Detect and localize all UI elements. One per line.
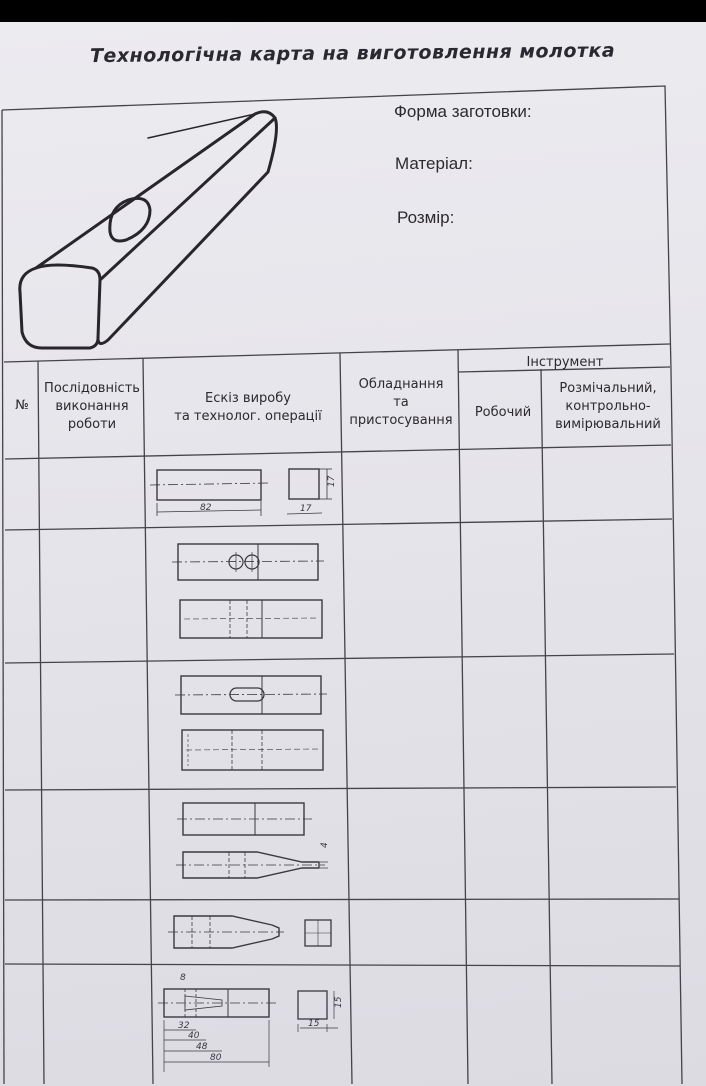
row3-sketch — [175, 676, 327, 770]
hammer-sketch-icon — [20, 112, 277, 348]
technological-card-sheet — [0, 22, 706, 1086]
header-tools: Інструмент — [526, 355, 604, 370]
dim-row6-height: 15 — [334, 996, 344, 1008]
header-equipment-line1: Обладнання — [358, 377, 444, 392]
header-sequence-line1: Послідовність — [44, 381, 140, 396]
dim-row1-side: 17 — [300, 504, 312, 514]
row5-sketch — [168, 916, 331, 948]
dim-row4-taper: 4 — [320, 842, 330, 848]
header-sequence-line3: роботи — [67, 417, 117, 432]
header-marking-line1: Розмічальний, — [559, 381, 657, 396]
header-sketch-line2: та технолог. операції — [174, 409, 322, 424]
header-number: № — [15, 398, 29, 413]
dim-row6-d3: 48 — [196, 1042, 208, 1052]
dim-row1-height: 17 — [327, 475, 337, 487]
dim-row6-side: 15 — [308, 1019, 320, 1029]
header-marking-line3: вимірювальний — [555, 417, 661, 432]
blank-form-label: Форма заготовки: — [394, 102, 532, 121]
header-equipment-line3: пристосування — [349, 413, 453, 428]
dim-row6-d4: 80 — [210, 1053, 222, 1063]
row4-sketch — [176, 803, 328, 878]
header-sequence-line2: виконання — [55, 399, 129, 414]
row2-sketch — [172, 544, 324, 638]
dim-row6-d2: 40 — [188, 1031, 200, 1041]
header-equipment — [342, 376, 460, 430]
table-lines — [2, 86, 682, 1084]
header-marking-tool — [544, 380, 672, 434]
header-equipment-line2: та — [393, 395, 409, 410]
size-label: Розмір: — [397, 208, 455, 227]
dim-row6-d1: 32 — [178, 1021, 190, 1031]
dim-row1-length: 82 — [200, 503, 212, 513]
header-sequence — [36, 380, 148, 434]
header-sketch-line1: Ескіз виробу — [205, 391, 291, 406]
header-marking-line2: контрольно- — [565, 399, 651, 414]
header-working-tool: Робочий — [474, 405, 532, 420]
dim-row6-angle: 8 — [180, 973, 186, 983]
header-sketch — [150, 390, 346, 426]
page-title: Технологічна карта на виготовлення молотка — [89, 39, 616, 68]
material-label: Матеріал: — [395, 154, 473, 173]
card-table — [0, 22, 706, 1086]
